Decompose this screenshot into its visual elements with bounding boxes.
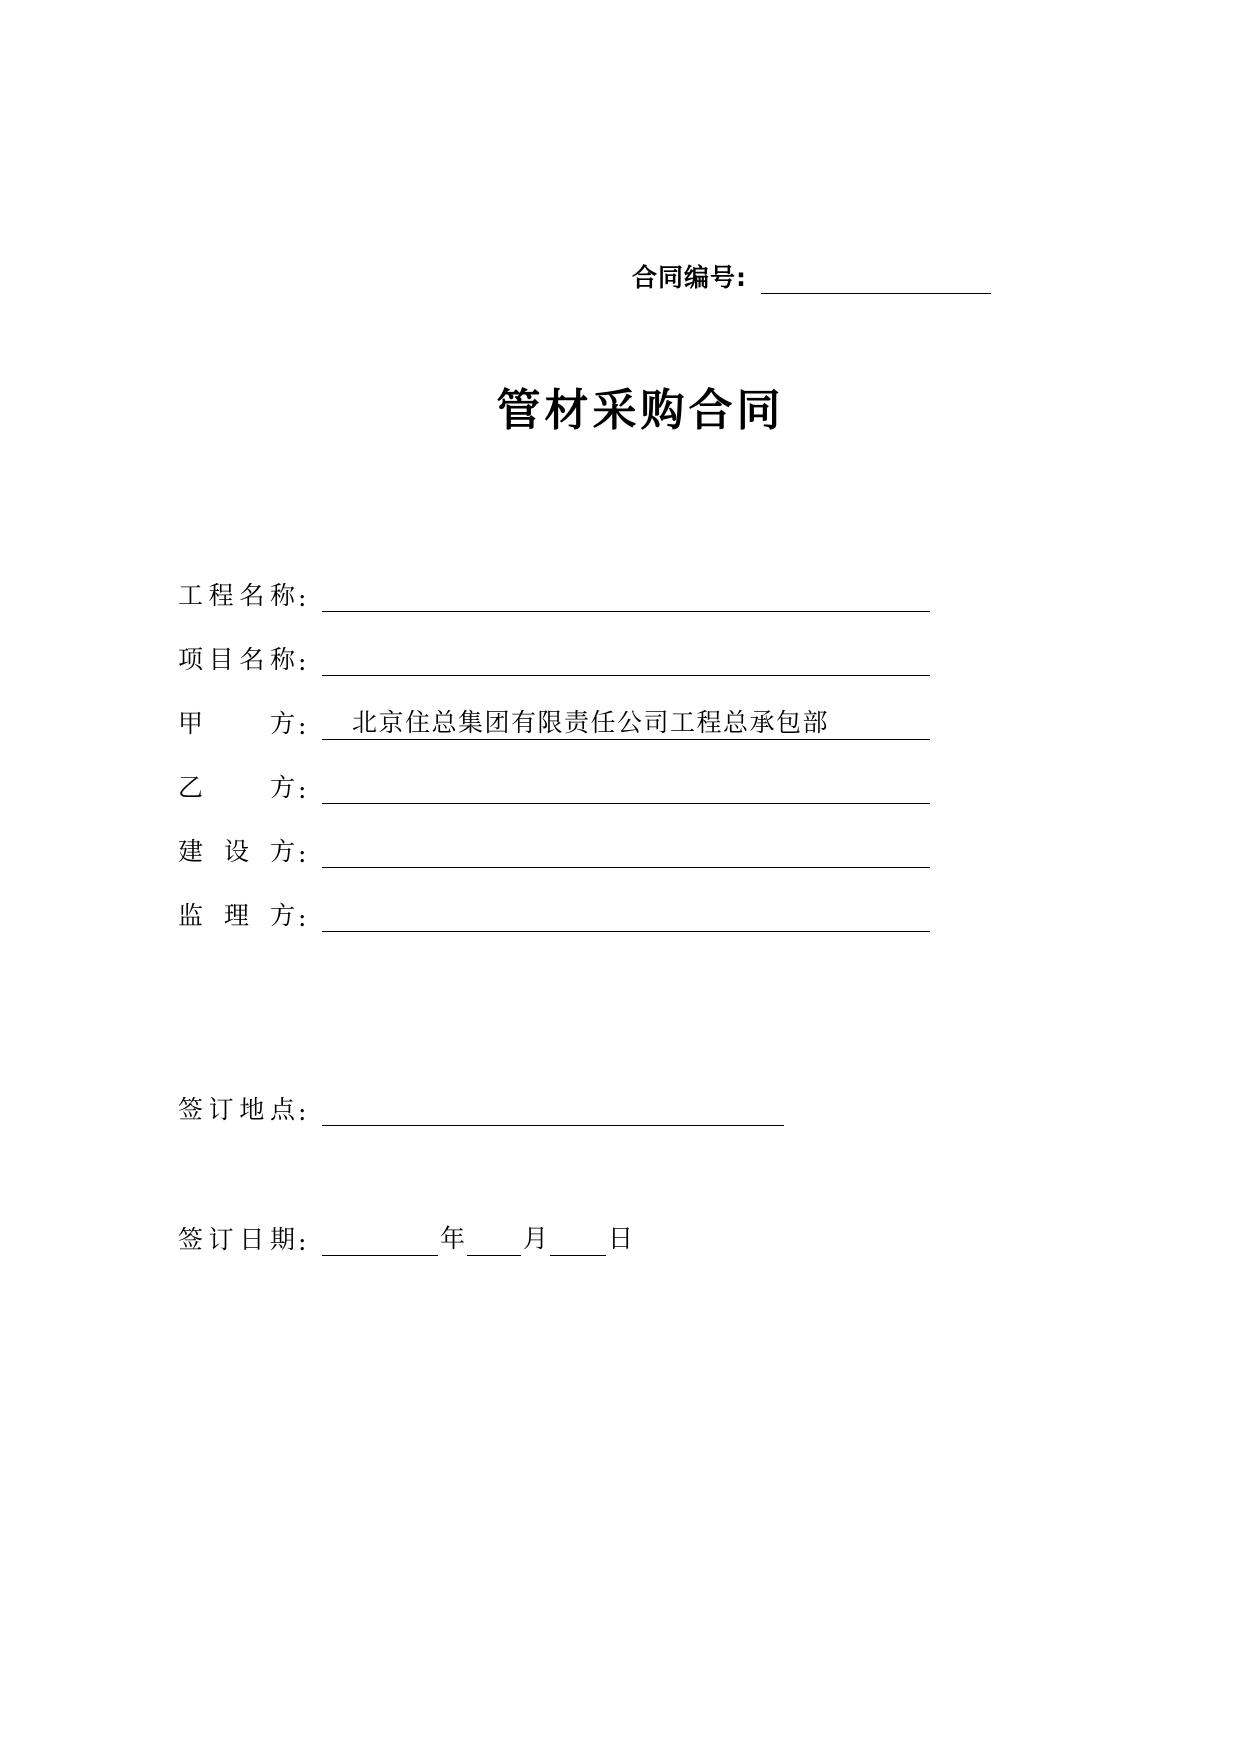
month-blank[interactable] [467,1221,521,1256]
field-label: 监理方 [178,901,296,930]
field-supervision-party [178,892,930,932]
month-unit: 月 [523,1224,549,1253]
supervision-party-blank[interactable] [322,898,930,932]
field-party-a [178,700,930,740]
field-signing-place [178,1086,784,1126]
year-unit: 年 [440,1224,466,1253]
contract-number-blank[interactable] [761,261,991,294]
signing-place-blank[interactable] [322,1092,784,1126]
field-label: 项目名称 [178,645,296,674]
field-colon: : [298,903,307,932]
field-colon: : [298,647,307,676]
field-project-name [178,572,930,612]
field-label: 签订地点 [178,1095,296,1124]
day-blank[interactable] [550,1221,606,1256]
party-b-blank[interactable] [322,770,930,804]
party-a-value[interactable]: 北京住总集团有限责任公司工程总承包部 [322,706,930,740]
field-label: 乙方 [178,773,296,802]
field-label: 建设方 [178,837,296,866]
field-colon: : [298,711,307,740]
item-name-blank[interactable] [322,642,930,676]
contract-number-row [632,254,991,294]
day-unit: 日 [608,1224,634,1253]
field-label: 工程名称 [178,581,296,610]
field-signing-date [178,1216,635,1256]
field-colon: : [298,775,307,804]
construction-party-blank[interactable] [322,834,930,868]
contract-number-label: 合同编号: [632,263,747,292]
field-label: 甲方 [178,709,296,738]
field-party-b [178,764,930,804]
field-colon: : [298,839,307,868]
field-colon: : [298,1097,307,1126]
year-blank[interactable] [322,1221,438,1256]
field-item-name [178,636,930,676]
project-name-blank[interactable] [322,578,930,612]
field-construction-party [178,828,930,868]
field-label: 签订日期 [178,1225,296,1254]
field-colon: : [298,583,307,612]
field-colon: : [298,1227,307,1256]
page-title: 管材采购合同 [496,385,785,436]
